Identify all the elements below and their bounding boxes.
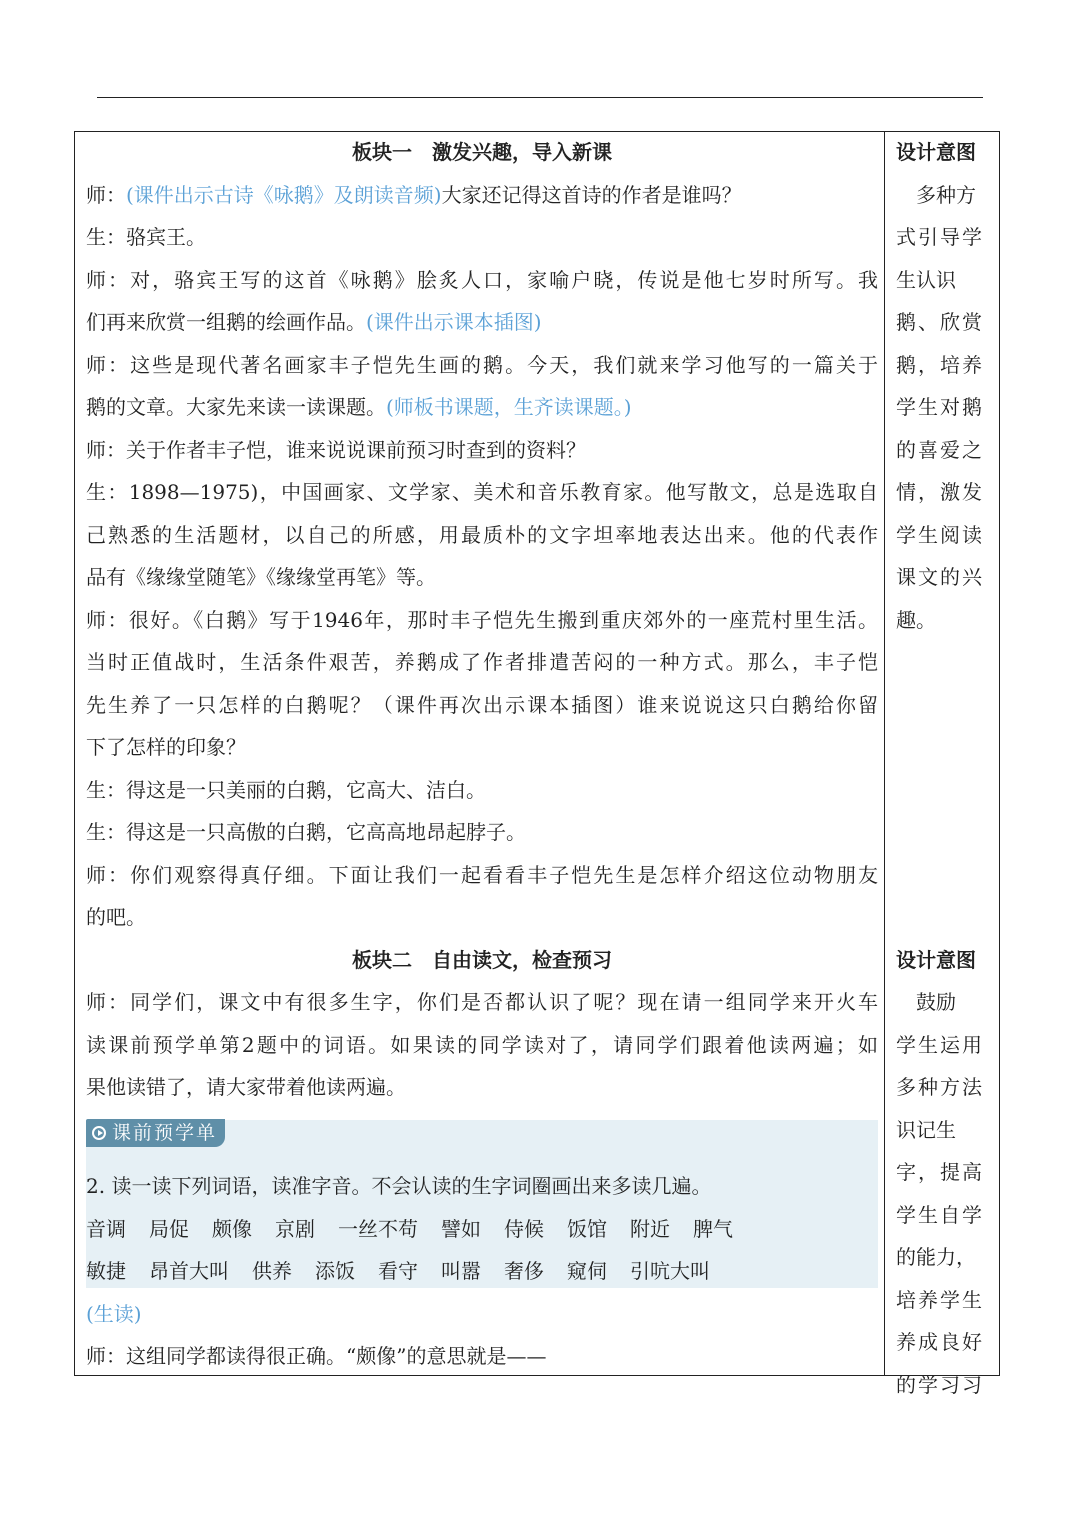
- vocab-word: 窥伺: [567, 1259, 607, 1283]
- aside-student-reading: (生读): [86, 1301, 142, 1326]
- vocab-word: 譬如: [441, 1216, 481, 1241]
- vocab-word: 看守: [378, 1259, 418, 1283]
- vocab-word: 脾气: [693, 1216, 733, 1241]
- intent-line: 培养学生: [896, 1287, 982, 1312]
- text-line: 品有《缘缘堂随笔》《缘缘堂再笔》等。: [86, 565, 436, 589]
- text-line: 师：这些是现代著名画家丰子恺先生画的鹅。今天，我们就来学习他写的一篇关于: [86, 352, 878, 377]
- vocab-word: 引吭大叫: [630, 1259, 710, 1283]
- text-line: 己熟悉的生活题材，以自己的所感，用最质朴的文字坦率地表达出来。他的代表作: [86, 522, 878, 547]
- text-line: 下了怎样的印象？: [86, 735, 246, 759]
- vocab-word: 一丝不苟: [338, 1216, 418, 1241]
- vocab-word: 局促: [149, 1216, 189, 1241]
- vocab-word: 奢侈: [504, 1259, 544, 1283]
- lesson-content: [86, 131, 878, 1109]
- vocab-word: 饭馆: [567, 1216, 607, 1241]
- text-line: 当时正值战时，生活条件艰苦，养鹅成了作者排遣苦闷的一种方式。那么，丰子恺: [86, 650, 878, 674]
- text-line: 的吧。: [86, 905, 146, 929]
- intent-line: 多种方: [916, 182, 976, 207]
- vocab-word: 颇像: [212, 1216, 252, 1241]
- intent-line: 学生自学: [896, 1202, 982, 1227]
- text-line: 们再来欣赏一组鹅的绘画作品。(课件出示课本插图): [86, 310, 542, 334]
- design-intent-title: 设计意图: [896, 140, 976, 164]
- intent-line: 鹅、欣赏: [896, 310, 982, 334]
- column-divider: [884, 131, 885, 1376]
- preview-sheet-content: [86, 1165, 866, 1378]
- text-line: 师：关于作者丰子恺，谁来说说课前预习时查到的资料？: [86, 437, 586, 462]
- intent-line: 字，提高: [896, 1160, 982, 1184]
- vocab-word: 音调: [86, 1216, 126, 1241]
- intent-line: 识记生: [896, 1117, 956, 1142]
- design-intent-title: 设计意图: [896, 947, 976, 972]
- text-line: 生：得这是一只美丽的白鹅，它高大、洁白。: [86, 777, 486, 802]
- intent-line: 养成良好: [896, 1330, 982, 1354]
- text-line: 鹅的文章。大家先来读一读课题。(师板书课题，生齐读课题。): [86, 395, 632, 419]
- intent-line: 生认识: [896, 267, 956, 292]
- vocab-word: 侍候: [504, 1216, 544, 1241]
- preview-sheet-label: 课前预学单: [112, 1122, 218, 1144]
- intent-line: 情，激发: [896, 480, 982, 504]
- design-intent-column: [896, 131, 986, 1406]
- intent-line: 多种方法: [896, 1075, 982, 1099]
- section2-heading: 板块二 自由读文，检查预习: [352, 947, 612, 972]
- intent-line: 的喜爱之: [896, 437, 982, 462]
- vocab-word: 京剧: [275, 1216, 315, 1241]
- header-rule: [97, 97, 983, 98]
- play-circle-icon: [92, 1126, 106, 1140]
- intent-line: 式引导学: [896, 225, 982, 249]
- text-line: 生：1898—1975)，中国画家、文学家、美术和音乐教育家。他写散文，总是选取自: [86, 480, 878, 504]
- text-line: 师：你们观察得真仔细。下面让我们一起看看丰子恺先生是怎样介绍这位动物朋友: [86, 862, 878, 887]
- intent-line: 鼓励: [916, 990, 956, 1014]
- text-line: 先生养了一只怎样的白鹅呢？（课件再次出示课本插图）谁来说说这只白鹅给你留: [86, 692, 878, 717]
- text-line: 师：很好。《白鹅》写于1946年，那时丰子恺先生搬到重庆郊外的一座荒村里生活。: [86, 607, 878, 632]
- word-row-1: [86, 1208, 866, 1251]
- section1-heading: 板块一 激发兴趣，导入新课: [352, 140, 612, 164]
- text-line: 果他读错了，请大家带着他读两遍。: [86, 1075, 406, 1099]
- word-row-2: [86, 1250, 866, 1293]
- vocab-word: 供养: [252, 1259, 292, 1283]
- intent-line: 学生对鹅: [896, 395, 982, 419]
- vocab-word: 添饭: [315, 1259, 355, 1283]
- text-line: 生：得这是一只高傲的白鹅，它高高地昂起脖子。: [86, 820, 526, 844]
- intent-line: 学生运用: [896, 1032, 982, 1057]
- intent-line: 的能力，: [896, 1245, 976, 1269]
- text-line: 读课前预学单第2题中的词语。如果读的同学读对了，请同学们跟着他读两遍；如: [86, 1032, 878, 1057]
- vocab-word: 附近: [630, 1216, 670, 1241]
- panel-instruction: 2. 读一读下列词语，读准字音。不会认读的生字词圈画出来多读几遍。: [86, 1174, 712, 1198]
- preview-sheet-tag: [86, 1119, 225, 1147]
- intent-line: 趣。: [896, 607, 936, 632]
- text-line: 师：(课件出示古诗《咏鹅》及朗读音频)大家还记得这首诗的作者是谁吗？: [86, 182, 742, 207]
- vocab-word: 叫嚣: [441, 1259, 481, 1283]
- text-line: 师：这组同学都读得很正确。“颇像”的意思就是——: [86, 1344, 547, 1368]
- intent-line: 鹅，培养: [896, 352, 982, 377]
- intent-line: 的学习习: [896, 1372, 982, 1397]
- vocab-word: 昂首大叫: [149, 1259, 229, 1283]
- text-line: 师：对，骆宾王写的这首《咏鹅》脍炙人口，家喻户晓，传说是他七岁时所写。我: [86, 267, 878, 292]
- intent-line: 学生阅读: [896, 522, 982, 547]
- text-line: 生：骆宾王。: [86, 225, 206, 249]
- text-line: 师：同学们，课文中有很多生字，你们是否都认识了呢？现在请一组同学来开火车: [86, 990, 878, 1014]
- intent-line: 课文的兴: [896, 565, 982, 589]
- vocab-word: 敏捷: [86, 1259, 126, 1283]
